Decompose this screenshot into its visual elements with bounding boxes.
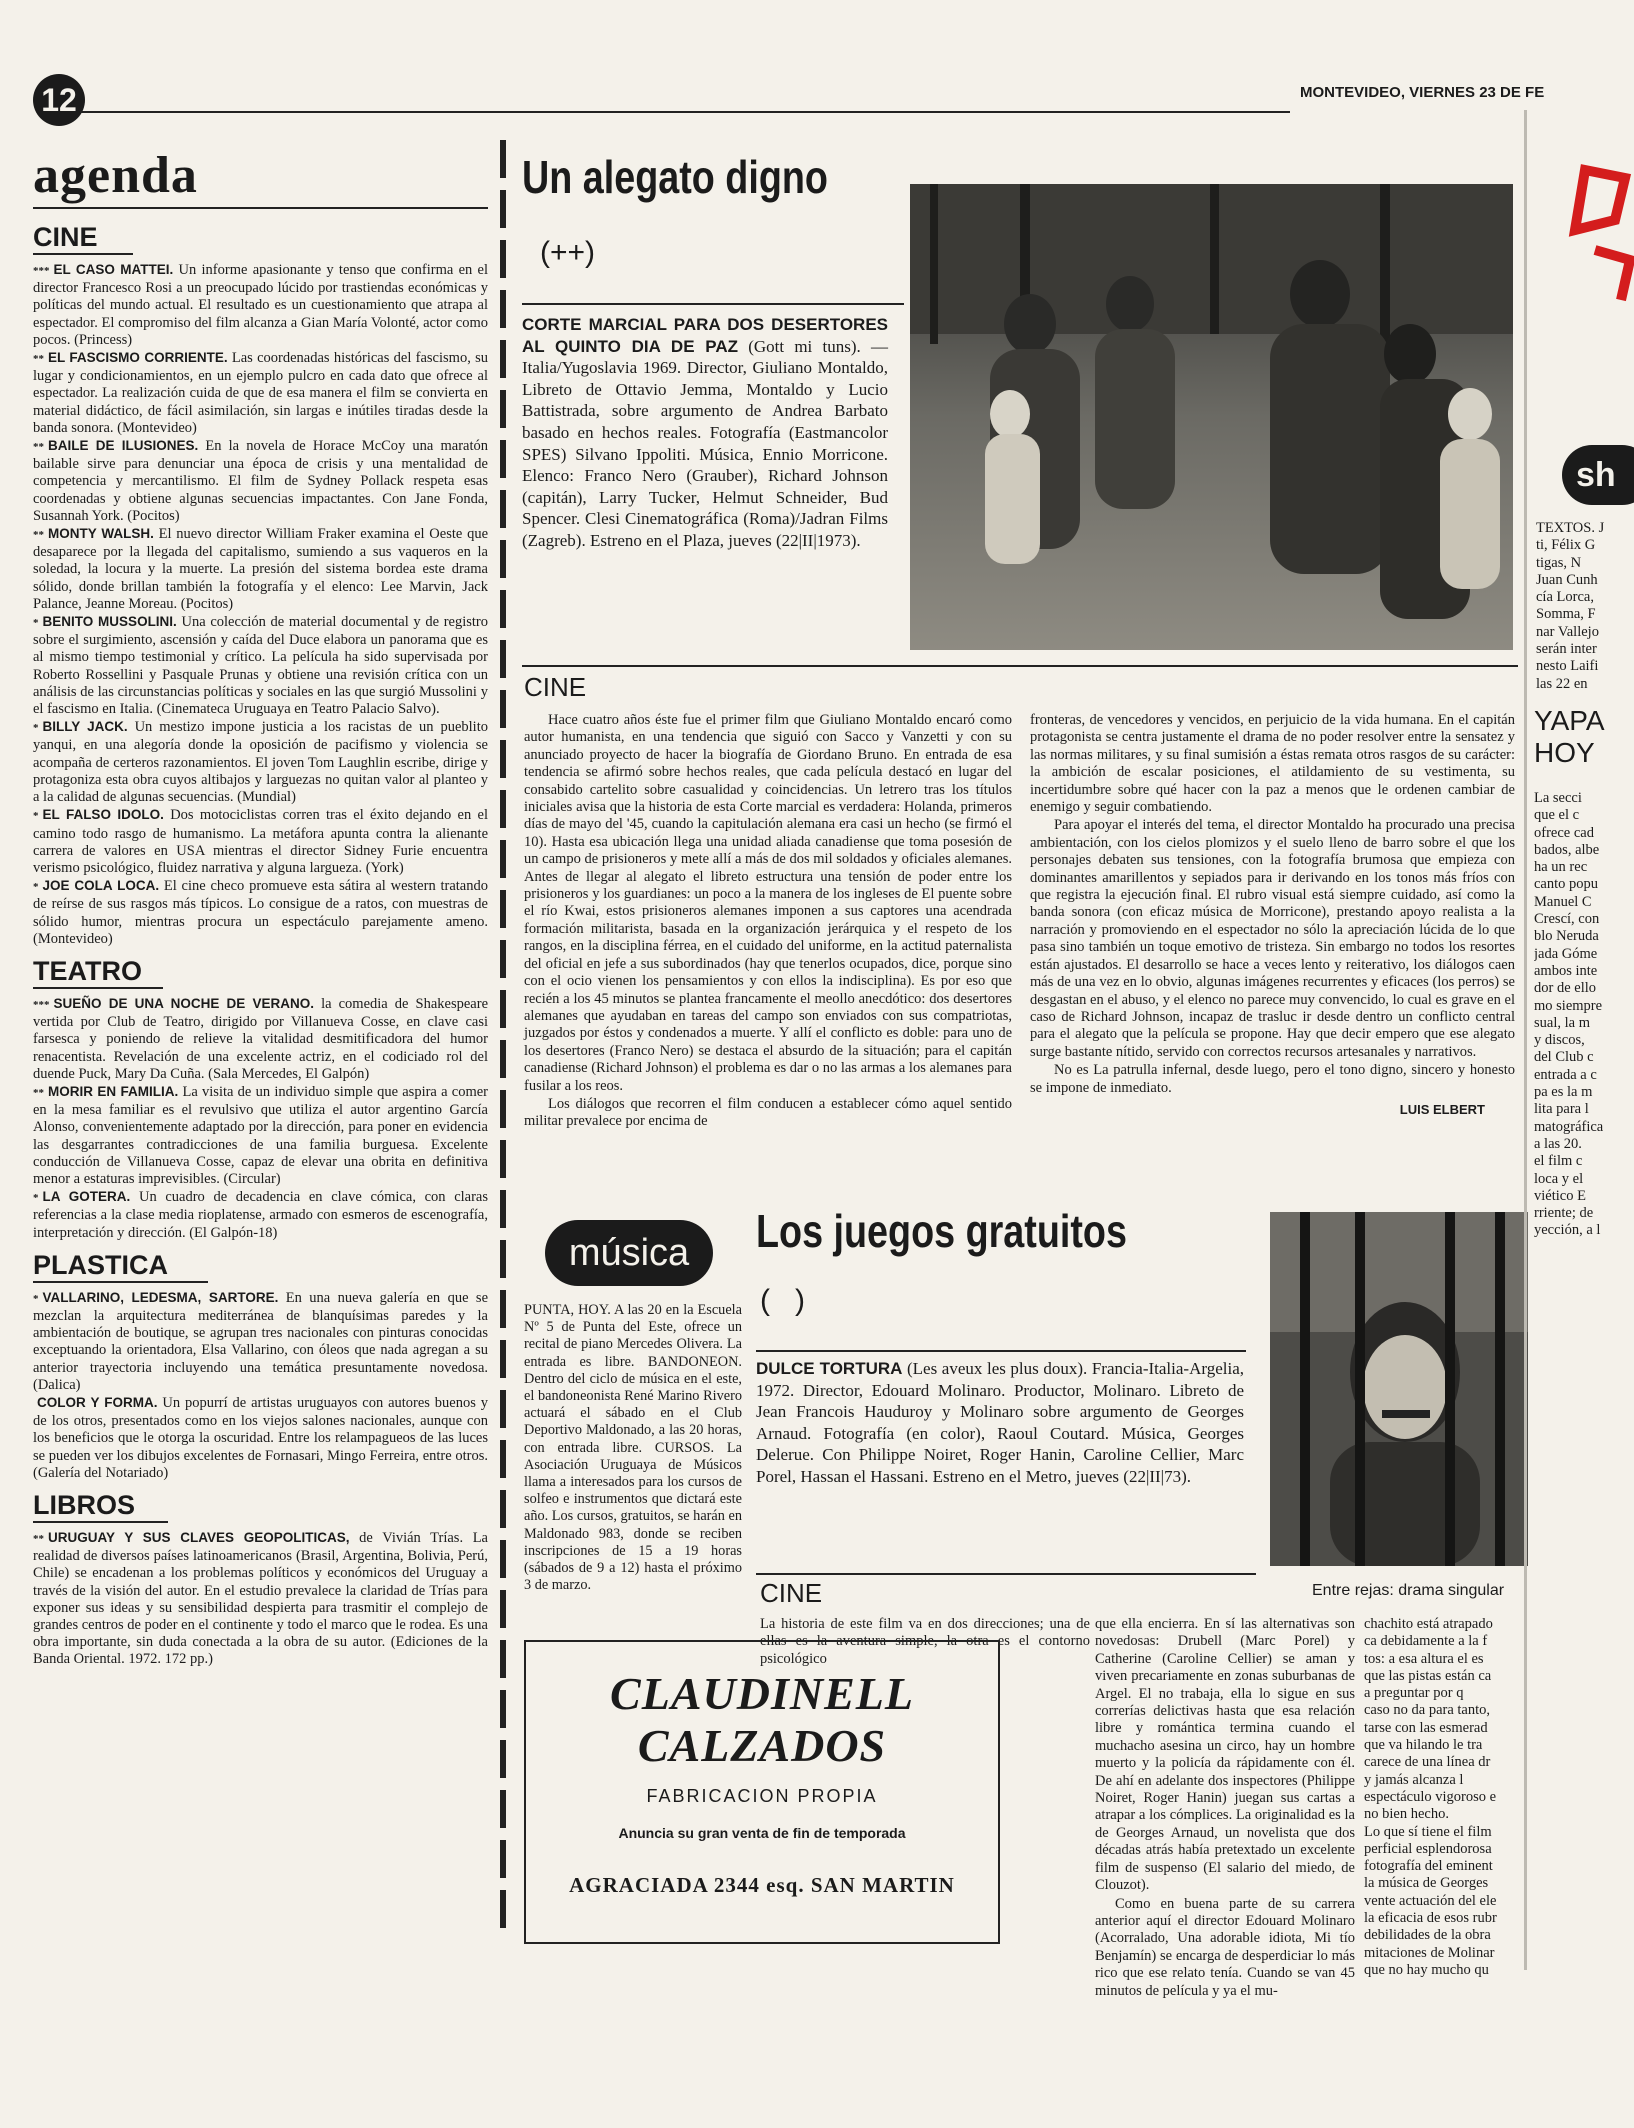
- musica-body: PUNTA, HOY. A las 20 en la Escuela Nº 5 de Punta del Este, ofrece un recital de piano Mercedes Olivera. La entrada es libre. BANDONEON. Dentro del ciclo de música en el este, el bandoneonista René Marino Rivero actuará el sábado en el Club Deportivo Maldonado, a las 20 horas, con entrada libre. CURSOS. La Asociación Uruguaya de Músicos llama a interesados para los cursos de solfeo e instrumentos que dictará este año. Los cursos, gratuitos, se harán en Maldonado 983, donde se reciben inscripciones de 15 a 19 horas (sábados de 9 a 12) hasta el próximo 3 de marzo.: [524, 1302, 742, 1594]
- list-item: ** EL FASCISMO CORRIENTE. Las coordenadas históricas del fascismo, su lugar y condicionamientos, en un ejemplo pulcro en cada dato que ofrece al espectador. La realización cuida de que de esa manera el film se convierta en material didáctico, de fácil asimilación, sin largas e inútiles tiradas desde la banda sonora. (Montevideo): [33, 350, 488, 436]
- right-strip-yapa: La secci que el c ofrece cad bados, albe ha un rec canto popu Manuel C Crescí, con blo Neruda jada Góme ambos inte dor de ello mo siempre sual, la m y discos, del Club c entrada a c pa es la m lita para l matográfica a las 20. el film c loca y el viético E rriente; de yección, a l: [1534, 790, 1604, 1239]
- list-item: ** MONTY WALSH. El nuevo director William Fraker examina el Oeste que desaparece por la llegada del capitalismo, sumiendo a sus vaqueros en la soledad, la locura y la muerte. La presión del sistema bordea este drama sólido, donde brillan también la fotografía y el elenco: Lee Marvin, Jack Palance, Jeanne Moreau. (Pocitos): [33, 526, 489, 612]
- plastica-entries: [33, 1289, 488, 1482]
- film-still-photo: [910, 184, 1513, 650]
- film-still-photo-2: [1270, 1212, 1528, 1566]
- paragraph: que ella encierra. En sí las alternativas son novedosas: Drubell (Marc Porel) y Catherine (Caroline Cellier) se aman y viven precariamente en zonas suburbanas de Argel. El no trabaja, ella lo sigue en sus correrías delictivas hasta que esa relación libre y romántica termina cuando el muchacho asesina un circo, hay un hombre muerto y la policía da rápidamente con él. De ahí en adelante dos inspectores (Philippe Noiret, Roger Hanin) juegan sus cartas a atrapar a los cómplices. La originalidad es la de Georges Arnaud, un novelista que dos décadas atrás había pretextado un excelente film de suspenso (El salario del miedo, de Clouzot).: [1095, 1616, 1355, 1894]
- plastica-heading: PLASTICA: [33, 1249, 168, 1280]
- list-item: * LA GOTERA. Un cuadro de decadencia en clave cómica, con claras referencias a la clase media rioplatense, armado con esmeros de escenografía, interpretación y dirección. (El Galpón-18): [33, 1189, 489, 1241]
- agenda-column: [33, 222, 488, 1669]
- review1-credits: CORTE MARCIAL PARA DOS DESERTORES AL QUINTO DIA DE PAZ (Gott mi tuns). — Italia/Yugoslavia 1969. Director, Giuliano Montaldo, Libreto de Ottavio Jemma, Montaldo y Lucio Battistrada, sobre argumento de Andrea Barbato basado en hechos reales. Fotografía (Eastmancolor SPES) Silvano Ippoliti. Música, Ennio Morricone. Elenco: Franco Nero (Grauber), Richard Johnson (capitán), Larry Tucker, Helmut Schneider, Bud Spencer. Clesi Cinematográfica (Roma)/Jadran Films (Zagreb). Estreno en el Plaza, jueves (22|II|1973).: [522, 315, 888, 550]
- list-item: COLOR Y FORMA. Un popurrí de artistas uruguayos con autores buenos y de los otros, presentados como en los viejos salones nacionales, aunque con los beneficios que le otorga la oscuridad. Entre los relampagueos de las luces se pueden ver los dibujos excelentes de Fornasari, Mingo Ferreira, entre otros. (Galería del Notariado): [33, 1394, 489, 1481]
- agenda-rule: [33, 207, 488, 209]
- page-number: 12: [41, 81, 77, 118]
- review1-rating: (++): [540, 236, 596, 269]
- show-badge-label: sh: [1576, 456, 1616, 494]
- list-item: *** SUEÑO DE UNA NOCHE DE VERANO. la comedia de Shakespeare vertida por Club de Teatro, dirigido por Villanueva Cosse, en clave casi farsesca y poniendo de relieve la vitalidad desmitificadora del humor renacentista. Revelación de una excelente actriz, en el codiciado rol del duende Puck, Mary Da Cuña. (Sala Mercedes, El Galpón): [33, 995, 489, 1082]
- review1-signature: LUIS ELBERT: [1399, 1101, 1485, 1117]
- libros-rule: [33, 1521, 168, 1523]
- musica-badge: música: [545, 1220, 713, 1286]
- review1-body-col1: [524, 712, 1012, 1132]
- paragraph: No es La patrulla infernal, desde luego, pero el tono digno, sincero y honesto se impone de inmediato.: [1030, 1062, 1515, 1096]
- ad-promo: Anuncia su gran venta de fin de temporada: [618, 1825, 906, 1841]
- review1-headline: Un alegato digno: [522, 151, 828, 203]
- review2-headline: Los juegos gratuitos: [756, 1205, 1127, 1257]
- ad-brand-line2: CALZADOS: [637, 1720, 887, 1771]
- list-item: * VALLARINO, LEDESMA, SARTORE. En una nueva galería en que se mezclan la arquitectura mediterránea de blanquísimas paredes y la ambientación de boutique, se agrupan tres nacionales con pinturas conocidas exceptuando la orientadora, Elsa Vallarino, con óleos que nada agregan a su anterior trayectoria incluyendo una temática presuntamente novedosa. (Dalica): [33, 1289, 489, 1393]
- libros-entries: [33, 1529, 488, 1669]
- paragraph: Como en buena parte de su carrera anterior aquí el director Edouard Molinaro (Acorralado, Una adorable idiota, Mi tío Benjamín) se encarga de desperdiciar lo más rico que ese relato tenía. Cuando se van 45 minutos de película y ya el mu-: [1095, 1895, 1355, 1999]
- paragraph: fronteras, de vencedores y vencidos, en perjuicio de la vida humana. En el capitán protagonista se centra justamente el drama de no poder resolver entre la sensatez y las normas militares, y su final sumisión a éstas remata otros rasgos de su carácter: la ambición de escalar posiciones, el atildamiento de su vestimenta, su incertidumbre sobre qué hacer con la paz a menos que le ordenen cambiar de enemigo y seguir combatiendo.: [1030, 712, 1515, 816]
- review2-section-label: CINE: [760, 1578, 823, 1608]
- list-item: * EL FALSO IDOLO. Dos motociclistas corren tras el éxito dejando en el camino todo rasgo de humanismo. La metáfora apunta contra la alienante carrera de valores en USA mientras el director Sidney Furie encuentra verismo psicológico, fluidez narrativa y alguna largueza. (York): [33, 807, 488, 876]
- list-item: ** URUGUAY Y SUS CLAVES GEOPOLITICAS, de Vivián Trías. La realidad de diversos países latinoamericanos (Brasil, Argentina, Bolivia, Perú, Chile) se encadenan a los problemas políticos y económicos del Uruguay a través de la visión del autor. En el estudio prevalece la claridad de Trías para exponer sus ideas y su sensibilidad despierta para trasmitir el complejo de grandes centros de poder en el continente y todo el marco que le rodea. Es una obra importante, sin duda conectada a la obra de su autor. (Ediciones de la Banda Oriental. 1972. 172 pp.): [33, 1530, 488, 1668]
- review1-body-col2: [1030, 712, 1515, 1118]
- ad-address: AGRACIADA 2344 esq. SAN MARTIN: [569, 1873, 955, 1897]
- cine-entries: [33, 261, 488, 948]
- review2-rating: ( ): [760, 1284, 805, 1317]
- review1-film-title: CORTE MARCIAL PARA DOS DESERTORES AL QUINTO DIA DE PAZ: [522, 315, 888, 356]
- photo-caption: Entre rejas: drama singular: [1312, 1582, 1505, 1599]
- libros-heading: LIBROS: [33, 1490, 136, 1520]
- review1-cine-rule: [522, 665, 1518, 667]
- header-rule: [80, 111, 1290, 113]
- paragraph: Hace cuatro años éste fue el primer film que Giuliano Montaldo encaró como autor humanista, en una tendencia que siguió con Sacco y Vanzetti y con su anunciado proyecto de hacer la biografía de Giordano Bruno. En entrada de esa tendencia se afirmó sobre hechos reales, que cada película destacó en lugar del consabido cartelito sobre casualidad y coincidencias. Un letrero tras los títulos iniciales avisa que la historia de esta Corte marcial es verdadera: Holanda, primeros días de mayo del '45, cuando la capitulación alemana era casi un hecho (se firmó el 10). Hasta esa ubicación llega una unidad aliada canadiense que toma posesión de un campo de prisioneros y mete allí a más de dos mil soldados y oficiales alemanes. Antes de llegar al alegato el libreto estructura una tensión de poder entre los prisioneros y los guardianes: un poco a la manera de los ingleses de El puente sobre el río Kwai, estos prisioneros alemanes imponen a sus captores una acendrada formación militarista, basada en la organización jerárquica y el respeto de los rangos, en la disciplina férrea, en el cuidado del uniforme, en la actitud paternalista del oficial en jefe a sus subordinados (hay que tenerlos ocupados, dice, porque sino con el ocio vienen los pensamientos y con ellos la indisciplina). Es por eso que recién a los 45 minutos se plantea francamente el meollo anecdótico: dos desertores alemanes que ayudaban en tareas del campo son enviados con sus compatriotas, juzgados por éstos y condenados a muerte. Y allí el conflicto es doble: para uno de los desertores (Franco Nero) se destaca el absurdo de la situación; para el capitán canadiense (Richard Johnson) el problema es dar o no las armas a los alemanes para fusilar a los reos.: [524, 712, 1012, 1094]
- paragraph: Los diálogos que recorren el film conducen a establecer cómo aquel sentido militar prevalece por encima de: [524, 1095, 1012, 1130]
- ad-brand-line1: CLAUDINELL: [610, 1668, 914, 1719]
- show-badge: [1562, 445, 1634, 505]
- review2-cine-rule: [756, 1573, 1256, 1575]
- list-item: ** BAILE DE ILUSIONES. En la novela de Horace McCoy una maratón bailable sirve para denunciar una época de crisis y una mentalidad de competencia y mercantilismo. El film de Sydney Pollack respeta esas coordenadas y obtiene algunas secuencias impactantes. Con Jane Fonda, Susannah York. (Pocitos): [33, 438, 488, 524]
- review2-film-title: DULCE TORTURA: [756, 1359, 903, 1378]
- review2-rule: [756, 1350, 1246, 1352]
- page-number-badge: [33, 74, 85, 126]
- review1-rule: [522, 303, 904, 305]
- review1-section-label: CINE: [524, 672, 587, 702]
- review2-body-col1: La historia de este film va en dos direcciones; una de ellas es la aventura simple, la otra es el contorno psicológico: [760, 1616, 1090, 1667]
- prisoner-photo-illustration: [1270, 1212, 1528, 1566]
- red-scribble-icon: [1555, 160, 1634, 310]
- list-item: *** EL CASO MATTEI. Un informe apasionante y tenso que confirma en el director Francesco Rosi a un preocupado lúcido por trastiendas económicas y políticas del mundo actual. El resultado es un cuestionamiento que atrapa al espectador. El compromiso del film alcanza a Gian María Volonté, actor como pocos. (Princess): [33, 262, 488, 348]
- list-item: ** MORIR EN FAMILIA. La visita de un individuo simple que aspira a comer en la mesa familiar es el revulsivo que utiliza el autor argentino García Alonso, convenientemente adaptado por la dirección, para poner en evidencia las desgarrantes contradicciones de una familia burguesa. Excelente conducción de Villanueva Cosse, capaz de elevar una obrita en definitiva menor a estaturas imprevisibles. (Circular): [33, 1083, 489, 1187]
- teatro-heading: TEATRO: [33, 955, 142, 986]
- cine-heading: CINE: [33, 222, 98, 252]
- dateline: MONTEVIDEO, VIERNES 23 DE FE: [1300, 84, 1545, 101]
- right-strip-textos: TEXTOS. J ti, Félix G tigas, N Juan Cunh cía Lorca, Somma, F nar Vallejo serán inter nesto Laifi las 22 en: [1536, 520, 1605, 692]
- ad-subtitle: FABRICACION PROPIA: [646, 1786, 878, 1806]
- teatro-rule: [33, 987, 163, 989]
- list-item: * BILLY JACK. Un mestizo impone justicia a los racistas de un pueblito yanqui, en una alegoría donde la oposición de pacifismo y violencia se acompaña de certeros razonamientos. El joven Tom Laughlin escribe, dirige y protagoniza esta obra cuyos altibajos y larguezas no quitan valor al planteo y a la calidad de algunas secuencias. (Mundial): [33, 719, 488, 806]
- agenda-title: agenda: [33, 147, 198, 204]
- review2-credits: DULCE TORTURA (Les aveux les plus doux). Francia-Italia-Argelia, 1972. Director, Edouard Molinaro. Productor, Molinaro. Libreto de Jean Francois Hauduroy y Molinaro sobre argumento de Georges Arnaud. Fotografía (en color), Raoul Coutard. Música, Georges Delerue. Con Philippe Noiret, Roger Hanin, Caroline Cellier, Marc Porel, Hassan el Hassani. Estreno en el Metro, jueves (22|II|73).: [756, 1359, 1244, 1486]
- list-item: * BENITO MUSSOLINI. Una colección de material documental y de registro sobre el surgimiento, ascensión y caída del Duce elabora un panorama que es al mismo tiempo testimonial y crítico. La película ha sido supervisada por Roberto Rossellini y Pasquale Prunas y obtiene una revisión crítica con un análisis de las circunstancias políticas y sociales en las que surgió Mussolini y el fascismo en Italia. (Cinemateca Uruguaya en Teatro Palacio Salvo).: [33, 614, 489, 718]
- soldiers-photo-illustration: [910, 184, 1513, 650]
- column-separator: [500, 140, 506, 1930]
- cine-rule: [33, 253, 133, 255]
- teatro-entries: [33, 995, 488, 1242]
- right-strip-cine: chachito está atrapado ca debidamente a la f tos: a esa altura el es que las pistas están ca a preguntar por q caso no da para tanto, tarse con las esmerad que va hilando le tra carece de una línea dr y jamás alcanza l espectáculo vigoroso e no bien hecho. Lo que sí tiene el film perficial esplendorosa fotografía del eminent la música de Georges vente actuación del ele la eficacia de esos rubr debilidades de la obra mitaciones de Molinar que no hay mucho qu: [1364, 1616, 1497, 1978]
- advertisement: [524, 1640, 1000, 1944]
- red-graphic: [1555, 160, 1634, 310]
- review2-body-col2: [1095, 1616, 1355, 2001]
- yapa-title: YAPA HOY: [1534, 705, 1605, 768]
- paragraph: Para apoyar el interés del tema, el director Montaldo ha procurado una precisa ambientación, con los cielos plomizos y el suelo lleno de barro sobre el que los personajes debaten sus tensiones, con la fotografía brumosa que empieza con dominantes amarillentos y sepiados para ir derivando en los tonos más fríos con que registra la ejecución final. El rubro visual está siempre cuidado, así como la banda sonora (con eficaz música de Morricone), prestando apoyo realista a la narración y promoviendo en el espectador no sólo la apreciación lúcida de lo que pasa sino también un toque emotivo de tristeza. Sin embargo no todos los resortes están ajustados. El desarrollo se hace a veces lento y reiterativo, los diálogos caen más de una vez en lo obvio, algunas imágenes recurrentes y eficaces (los perros) se desgastan en el abuso, y el elenco no parece muy convencido, lo cual es grave en el caso de Richard Johnson, incapaz de trasluc ir desde dentro un conflicto central para el alegato que la película se propone. Hay que decir empero que ese alegato surge bastante nítido, servido con correctos recursos artesanales y narrativos.: [1030, 817, 1515, 1060]
- list-item: * JOE COLA LOCA. El cine checo promueve esta sátira al western tratando de reírse de sus rasgos más típicos. Lo consigue de a ratos, con muestras de sólido humor, mientras procura un espectáculo parejamente ameno. (Montevideo): [33, 878, 488, 947]
- plastica-rule: [33, 1281, 208, 1283]
